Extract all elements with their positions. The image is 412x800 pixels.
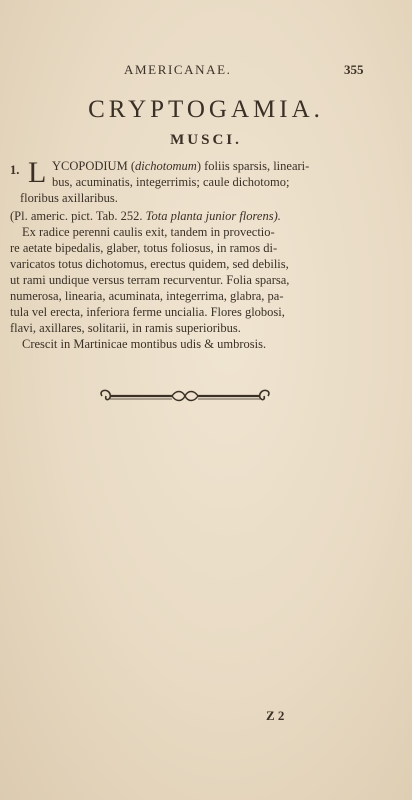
text-run: bus, acuminatis, integerrimis; caule dichotomo;: [52, 175, 290, 189]
text-run: Ex radice perenni caulis exit, tandem in provectio-: [22, 225, 275, 239]
page-header: [0, 62, 412, 82]
text-run: YCOPODIUM (: [52, 159, 135, 173]
text-line: [22, 224, 382, 240]
entry-text: [10, 158, 382, 352]
running-head: AMERICANAE.: [124, 62, 232, 77]
drop-cap: L: [28, 156, 47, 189]
italic-text: dichotomum: [135, 159, 197, 173]
text-line: [10, 240, 382, 256]
text-run: numerosa, linearia, acuminata, integerrima, glabra, pa-: [10, 289, 284, 303]
text-run: varicatos totus dichotomus, erectus quidem, sed debilis,: [10, 257, 289, 271]
ornamental-rule: [96, 384, 274, 408]
text-line: [20, 190, 382, 206]
text-line: [22, 336, 382, 352]
text-run: tula vel erecta, inferiora ferme uncialia. Flores globosi,: [10, 305, 285, 319]
text-line: [10, 304, 382, 320]
species-entry: [10, 158, 382, 352]
italic-text: Tota planta junior florens).: [145, 209, 281, 223]
text-line: [52, 174, 382, 190]
text-line: [10, 256, 382, 272]
page-number: 355: [344, 62, 364, 77]
text-run: floribus axillaribus.: [20, 191, 118, 205]
text-line: [10, 208, 382, 224]
text-line: [10, 272, 382, 288]
text-run: ) foliis sparsis, lineari-: [196, 159, 310, 173]
text-line: [52, 158, 382, 174]
text-run: ut rami undique versus terram recurventur. Folia sparsa,: [10, 273, 290, 287]
entry-number: 1.: [10, 163, 20, 177]
section-title: CRYPTOGAMIA.: [88, 96, 324, 123]
text-run: re aetate bipedalis, glaber, totus foliosus, in ramos di-: [10, 241, 278, 255]
sub-title: MUSCI.: [170, 132, 242, 148]
text-line: [10, 288, 382, 304]
text-run: (Pl. americ. pict. Tab. 252.: [10, 209, 146, 223]
signature-mark: Z 2: [266, 708, 285, 723]
text-run: flavi, axillares, solitarii, in ramis superioribus.: [10, 321, 241, 335]
text-run: Crescit in Martinicae montibus udis & umbrosis.: [22, 337, 267, 351]
text-line: [10, 320, 382, 336]
